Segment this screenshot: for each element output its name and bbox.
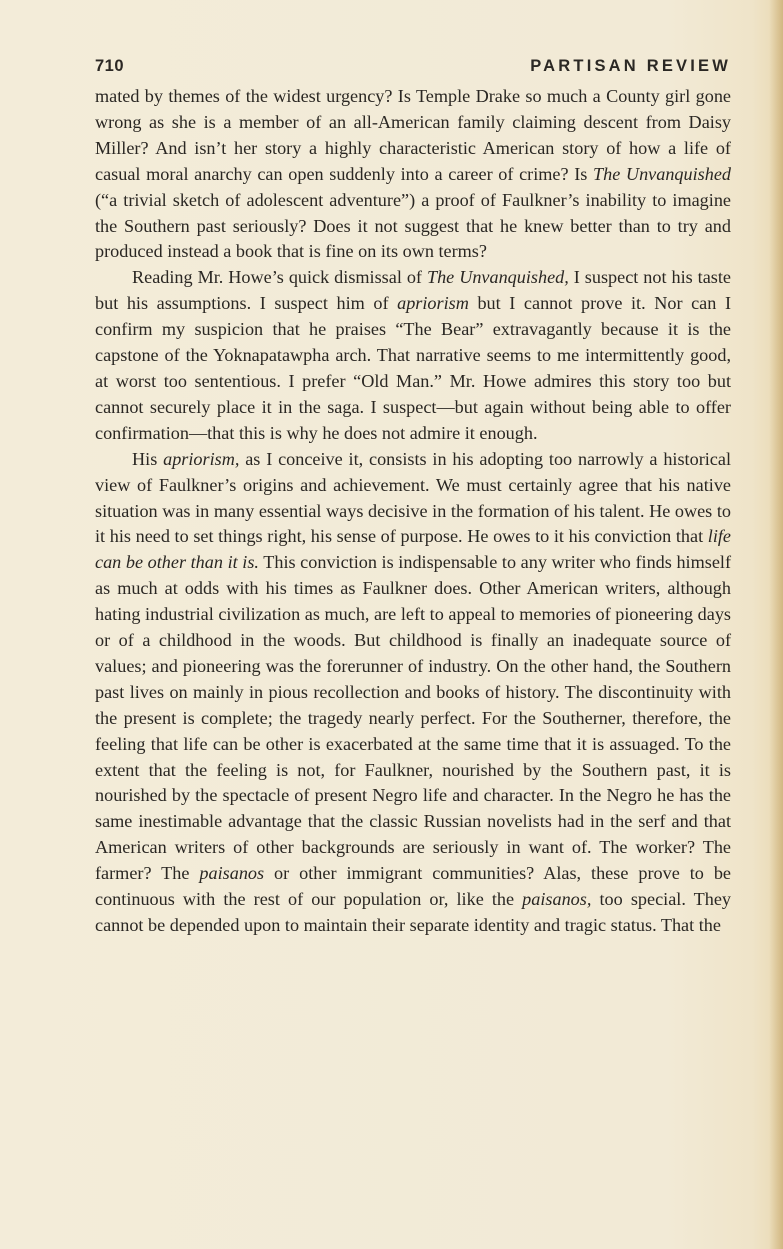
page-edge-shadow <box>769 0 783 1249</box>
page-header <box>95 57 731 83</box>
paragraph <box>95 84 731 265</box>
italic-text: paisanos, <box>522 889 592 910</box>
paragraph <box>95 265 731 446</box>
body-text <box>95 84 731 939</box>
text-segment: as I conceive it, consists in his adopting too narrowly a historical view of Faulkner’s origins and achievement. We must certainly agree that his native situation was in many essential ways decisive in the formation of his talent. He owes to it his need to set things right, his sense of purpose. He owes to it his conviction that <box>95 448 732 547</box>
italic-text: paisanos <box>199 863 265 884</box>
text-segment: (“a trivial sketch of adolescent adventure”) a proof of Faulkner’s inability to imagine the Southern past seriously? Does it not suggest that he knew better than to try and produced instead a book that is fine on its own terms? <box>95 189 731 262</box>
text-segment: mated by themes of the widest urgency? Is Temple Drake so much a County girl gone wrong as she is a member of an all-American family claiming descent from Daisy Miller? And isn’t her story a highly characteristic American story of how a life of casual moral anarchy can open suddenly into a career of crime? Is <box>95 86 731 184</box>
text-segment: but I cannot prove it. Nor can I confirm my suspicion that he praises “The Bear” extravagantly because it is the capstone of the Yoknapatawpha arch. That narrative seems to me intermittently good, at worst too sententious. I prefer “Old Man.” Mr. Howe admires this story too but cannot securely place it in the saga. I suspect—but again without being able to offer confirmation—that this is why he does not admire it enough. <box>95 293 731 443</box>
italic-text: apriorism, <box>163 448 240 469</box>
italic-text: life can be other than it is. <box>95 526 731 573</box>
text-segment: This conviction is indispensable to any writer who finds himself as much at odds with his times as Faulkner does. Other American writers, although hating industrial civilization as much, are left to appeal to memories of pioneering days or of a childhood in the woods. But childhood is finally an inadequate source of values; and pioneering was the forerunner of industry. On the other hand, the Southern past lives on mainly in pious recollection and books of history. The discontinuity with the present is complete; the tragedy nearly perfect. For the Southerner, therefore, the feeling that life can be other is exacerbated at the same time that it is assuaged. To the extent that the feeling is not, for Faulkner, nourished by the Southern past, it is nourished by the spectacle of present Negro life and character. In the Negro he has the same inestimable advantage that the classic Russian novelists had in the serf and that American writers of other backgrounds are seriously in want of. The worker? The farmer? The <box>95 552 732 884</box>
text-segment: Reading Mr. Howe’s quick dismissal of <box>132 267 427 288</box>
page-number: 710 <box>95 57 125 75</box>
italic-text: The Unvanquished, <box>426 267 569 288</box>
text-segment: His <box>132 448 164 469</box>
running-head: PARTISAN REVIEW <box>530 57 731 75</box>
text-segment: too special. They cannot be depended upon to maintain their separate identity and tragic status. That the <box>95 889 731 935</box>
paragraph <box>95 447 731 939</box>
italic-text: The Unvanquished <box>593 163 731 184</box>
text-segment: I suspect not his taste but his assumptions. I suspect him of <box>95 267 731 314</box>
italic-text: apriorism <box>397 293 469 314</box>
text-segment: or other immigrant communities? Alas, these prove to be continuous with the rest of our population or, like the <box>95 863 732 910</box>
